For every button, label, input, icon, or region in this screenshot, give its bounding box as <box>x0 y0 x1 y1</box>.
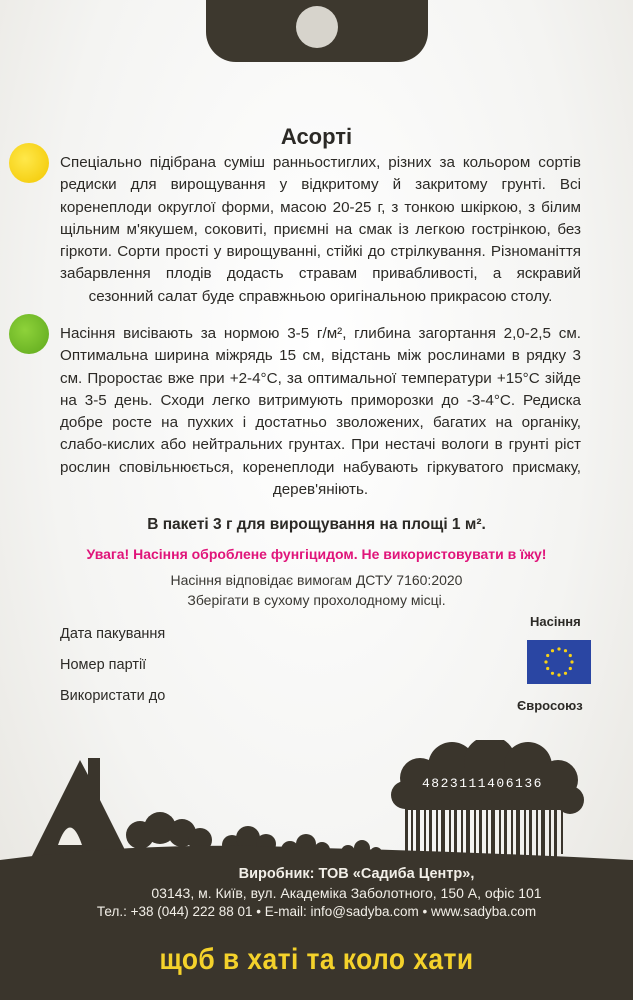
storage-instructions: Зберігати в сухому прохолодному місці. <box>187 592 446 608</box>
green-dot-icon <box>9 314 49 354</box>
eu-origin-label: Євросоюз <box>517 698 583 713</box>
brand-slogan: щоб в хаті та коло хати <box>159 943 474 976</box>
eu-seeds-label: Насіння <box>530 614 581 629</box>
packet-info: В пакеті 3 г для вирощування на площі 1 м². <box>147 516 486 533</box>
product-title: Асорті <box>280 124 353 149</box>
standard-compliance: Насіння відповідає вимогам ДСТУ 7160:2020 <box>170 572 463 588</box>
fungicide-warning: Увага! Насіння оброблене фунгіцидом. Не використовувати в їжу! <box>86 546 547 562</box>
manufacturer-address: 03143, м. Київ, вул. Академіка Заболотного, 150 А, офіс 101 <box>151 885 542 901</box>
product-description: Спеціально підібрана суміш ранньостиглих, різних за кольором сортів редиски для вирощування у відкритому й закритому грунті. Всі коренеплоди округлої форми, масою 20-25 г, з тонкою шкіркою, з білим щільним м'якушем, соковиті, приємні на смак із легкою гострінкою, без гіркоти. Сорти прості у вирощуванні, стійкі до стрілкування. Різноманіття забарвлення плодів додасть стравам привабливості, а яскравий сезонний салат буде справжньою оригінальною прикрасою столу. <box>60 154 581 305</box>
yellow-dot-icon <box>9 143 49 183</box>
eu-flag-icon <box>527 640 591 684</box>
contacts: Тел.: +38 (044) 222 88 01 • E-mail: info@sadyba.com • www.sadyba.com <box>96 904 537 919</box>
barcode-number: 4823111406136 <box>422 776 543 791</box>
hang-hole <box>296 6 338 48</box>
use-by-label: Використати до <box>60 688 166 704</box>
manufacturer: Виробник: ТОВ «Садиба Центр», <box>238 866 475 882</box>
batch-number-label: Номер партії <box>60 657 147 673</box>
growing-instructions: Насіння висівають за нормою 3-5 г/м², глибина загортання 2,0-2,5 см. Оптимальна ширина міжрядь 15 см, відстань між рослинами в рядку 3 см. Проростає вже при +2-4°С, за оптимальної температури +15°С зійде на 3-5 день. Сходи легко витримують приморозки до -3-4°С. Редиска добре росте на пухких і достатньо зволожених, багатих на органіку, слабо-кислих або нейтральних грунтах. При нестачі вологи в грунті ріст рослин сповільнюється, коренеплоди набувають гіркуватого присмаку, дерев'яніють. <box>60 325 581 499</box>
packing-date-label: Дата пакування <box>60 626 166 642</box>
